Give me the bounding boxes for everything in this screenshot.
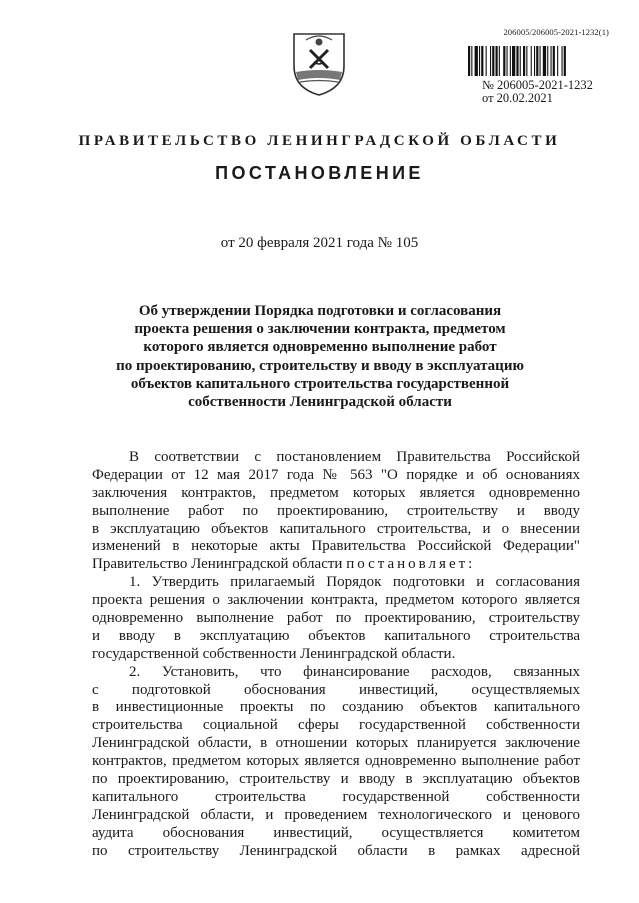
barcode-bar	[526, 46, 527, 76]
barcode-bar	[479, 46, 480, 76]
barcode-bar	[490, 46, 491, 76]
title-line: объектов капитального строительства государственной	[130, 375, 510, 392]
document-title	[90, 302, 550, 411]
body-line: в эксплуатацию объектов капитального строительства, и о внесении	[92, 520, 580, 537]
coat-of-arms-emblem	[290, 28, 348, 98]
barcode-bar	[468, 46, 470, 76]
body-line: строительства социальной сферы государственной собственности	[92, 717, 580, 734]
barcode-bar	[520, 46, 521, 76]
title-line: проекта решения о заключении контракта, предметом	[134, 321, 506, 338]
body-line: Федерации от 12 мая 2017 года № 563 "О порядке и об основаниях	[92, 466, 580, 483]
body-line: аудита обоснования инвестиций, осуществляется комитетом	[92, 824, 580, 841]
resolve-word: постановляет:	[346, 556, 476, 573]
body-line: Правительство Ленинградской области	[92, 556, 343, 573]
body-line: по проектированию, строительству и вводу в эксплуатацию объектов	[92, 771, 580, 788]
barcode-bar	[492, 46, 494, 76]
body-line: и вводу в эксплуатацию объектов капитального строительства	[92, 627, 580, 644]
barcode-bar	[512, 46, 515, 76]
barcode-bar	[507, 46, 508, 76]
barcode	[468, 46, 608, 76]
body-line: заключения контрактов, предметом которых является одновременно	[92, 484, 580, 501]
registration-date: от 20.02.2021	[482, 91, 553, 105]
title-line: по проектированию, строительству и вводу в эксплуатацию	[116, 357, 524, 374]
body-line: по строительству Ленинградской области в рамках адресной	[92, 842, 580, 859]
document-type: ПОСТАНОВЛЕНИЕ	[215, 163, 424, 183]
barcode-bar	[471, 46, 472, 76]
body-line: Ленинградской области, и проведением технологического и ценового	[92, 806, 580, 823]
barcode-bar	[475, 46, 478, 76]
barcode-bar	[523, 46, 525, 76]
body-line: с подготовкой обоснования инвестиций, осуществляемых	[92, 681, 580, 698]
body-line: Ленинградской области, в отношении которых планируется заключение	[92, 735, 580, 752]
barcode-bar	[543, 46, 546, 76]
body-line: изменений в некоторые акты Правительства Российской Федерации"	[92, 538, 580, 555]
body-line: одновременно выполнение работ по проектированию, строительству	[92, 610, 580, 627]
body-line: 2. Установить, что финансирование расходов, связанных	[129, 663, 580, 680]
body-line: В соответствии с постановлением Правительства Российской	[129, 449, 580, 465]
body-line: 1. Утвердить прилагаемый Порядок подготовки и согласования	[129, 574, 580, 591]
document-body	[92, 449, 580, 860]
title-line: Об утверждении Порядка подготовки и согласования	[138, 303, 502, 319]
barcode-bar	[551, 46, 552, 76]
title-line: которого является одновременно выполнение работ	[143, 339, 497, 356]
registration-number: № 206005-2021-1232	[482, 78, 593, 92]
government-title: ПРАВИТЕЛЬСТВО ЛЕНИНГРАДСКОЙ ОБЛАСТИ	[78, 133, 561, 149]
body-line: проекта решения о заключении контракта, предметом которого является	[92, 592, 580, 609]
barcode-bar	[553, 46, 555, 76]
barcode-bar	[503, 46, 505, 76]
barcode-bar	[536, 46, 538, 76]
barcode-bar	[534, 46, 535, 76]
barcode-bar	[557, 46, 558, 76]
barcode-bar	[562, 46, 563, 76]
barcode-bar	[486, 46, 487, 76]
document-date: от 20 февраля 2021 года № 105	[220, 235, 419, 251]
body-line: в инвестиционные проекты по созданию объектов капитального	[92, 699, 580, 716]
barcode-bar	[540, 46, 541, 76]
barcode-bar	[481, 46, 483, 76]
barcode-bar	[564, 46, 566, 76]
body-line: контрактов, предметом которых является одновременно выполнение работ	[92, 753, 580, 770]
barcode-bar	[531, 46, 532, 76]
body-line: выполнение работ по проектированию, строительству и вводу	[92, 502, 580, 519]
body-line: капитального строительства государственной собственности	[92, 788, 580, 805]
title-line: собственности Ленинградской области	[188, 394, 452, 411]
barcode-bar	[510, 46, 511, 76]
barcode-bar	[496, 46, 498, 76]
barcode-bar	[516, 46, 518, 76]
barcode-bar	[499, 46, 500, 76]
body-line: государственной собственности Ленинградской области.	[92, 645, 456, 662]
barcode-bar	[547, 46, 548, 76]
body-line-resolve	[92, 556, 580, 574]
document-code: 206005/206005-2021-1232(1)	[503, 27, 609, 37]
